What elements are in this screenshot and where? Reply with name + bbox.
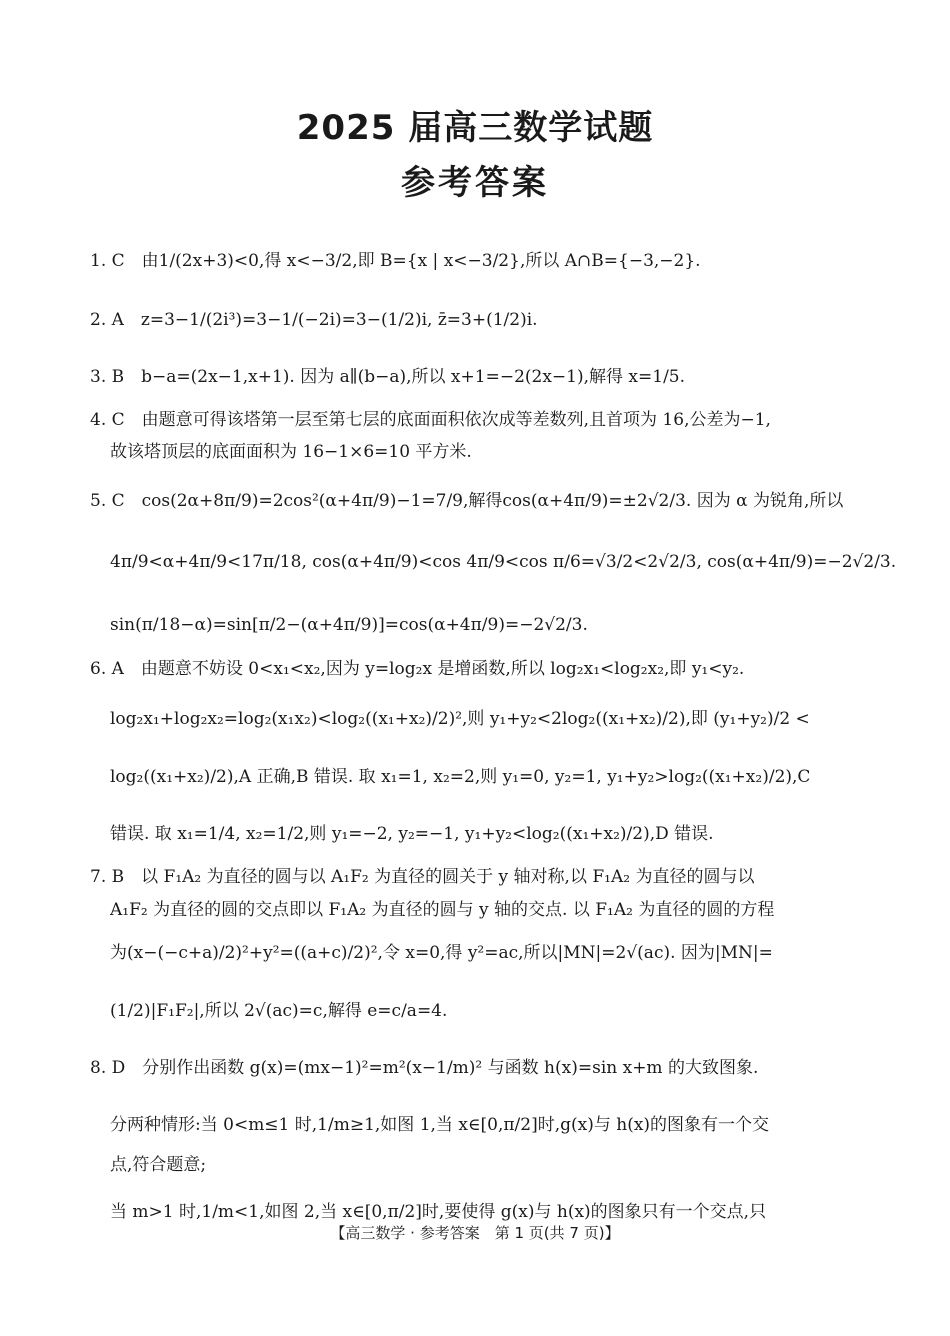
answer-4-cont: 故该塔顶层的底面面积为 16−1×6=10 平方米. xyxy=(110,442,472,462)
answer-8-cont-2: 点,符合题意; xyxy=(110,1155,207,1175)
answer-5: 5. C cos(2α+8π/9)=2cos²(α+4π/9)−1=7/9,解得cos(α+4π/9)=±2√2/3. 因为 α 为锐角,所以 xyxy=(90,491,844,511)
answer-6: 6. A 由题意不妨设 0<x₁<x₂,因为 y=log₂x 是增函数,所以 log₂x₁<log₂x₂,即 y₁<y₂. xyxy=(90,659,745,679)
answer-7-cont-2: 为(x−(−c+a)/2)²+y²=((a+c)/2)²,令 x=0,得 y²=ac,所以|MN|=2√(ac). 因为|MN|= xyxy=(110,943,773,963)
page-footer: 【高三数学 · 参考答案 第 1 页(共 7 页)】 xyxy=(330,1224,620,1242)
answer-8: 8. D 分别作出函数 g(x)=(mx−1)²=m²(x−1/m)² 与函数 h(x)=sin x+m 的大致图象. xyxy=(90,1058,759,1078)
answer-5-cont-2: sin(π/18−α)=sin[π/2−(α+4π/9)]=cos(α+4π/9)=−2√2/3. xyxy=(110,615,588,635)
answer-7: 7. B 以 F₁A₂ 为直径的圆与以 A₁F₂ 为直径的圆关于 y 轴对称,以 F₁A₂ 为直径的圆与以 xyxy=(90,867,755,887)
answer-2: 2. A z=3−1/(2i³)=3−1/(−2i)=3−(1/2)i, z̄=3+(1/2)i. xyxy=(90,310,538,330)
answer-6-cont-3: 错误. 取 x₁=1/4, x₂=1/2,则 y₁=−2, y₂=−1, y₁+y₂<log₂((x₁+x₂)/2),D 错误. xyxy=(110,824,714,844)
answer-8-cont-3: 当 m>1 时,1/m<1,如图 2,当 x∈[0,π/2]时,要使得 g(x)与 h(x)的图象只有一个交点,只 xyxy=(110,1202,767,1222)
answer-4: 4. C 由题意可得该塔第一层至第七层的底面面积依次成等差数列,且首项为 16,公差为−1, xyxy=(90,410,771,430)
answer-3: 3. B b−a=(2x−1,x+1). 因为 a∥(b−a),所以 x+1=−2(2x−1),解得 x=1/5. xyxy=(90,367,686,387)
page-subtitle: 参考答案 xyxy=(401,163,549,203)
page-title: 2025 届高三数学试题 xyxy=(296,108,654,148)
answer-7-cont-3: (1/2)|F₁F₂|,所以 2√(ac)=c,解得 e=c/a=4. xyxy=(110,1001,448,1021)
answer-6-cont-1: log₂x₁+log₂x₂=log₂(x₁x₂)<log₂((x₁+x₂)/2)²,则 y₁+y₂<2log₂((x₁+x₂)/2),即 (y₁+y₂)/2 < xyxy=(110,709,810,729)
answer-8-cont-1: 分两种情形:当 0<m≤1 时,1/m≥1,如图 1,当 x∈[0,π/2]时,g(x)与 h(x)的图象有一个交 xyxy=(110,1115,770,1135)
answer-1: 1. C 由1/(2x+3)<0,得 x<−3/2,即 B={x | x<−3/2},所以 A∩B={−3,−2}. xyxy=(90,251,701,271)
answer-7-cont-1: A₁F₂ 为直径的圆的交点即以 F₁A₂ 为直径的圆与 y 轴的交点. 以 F₁A₂ 为直径的圆的方程 xyxy=(110,900,775,920)
answer-6-cont-2: log₂((x₁+x₂)/2),A 正确,B 错误. 取 x₁=1, x₂=2,则 y₁=0, y₂=1, y₁+y₂>log₂((x₁+x₂)/2),C xyxy=(110,767,811,787)
answer-5-cont-1: 4π/9<α+4π/9<17π/18, cos(α+4π/9)<cos 4π/9<cos π/6=√3/2<2√2/3, cos(α+4π/9)=−2√2/3. xyxy=(110,552,897,572)
